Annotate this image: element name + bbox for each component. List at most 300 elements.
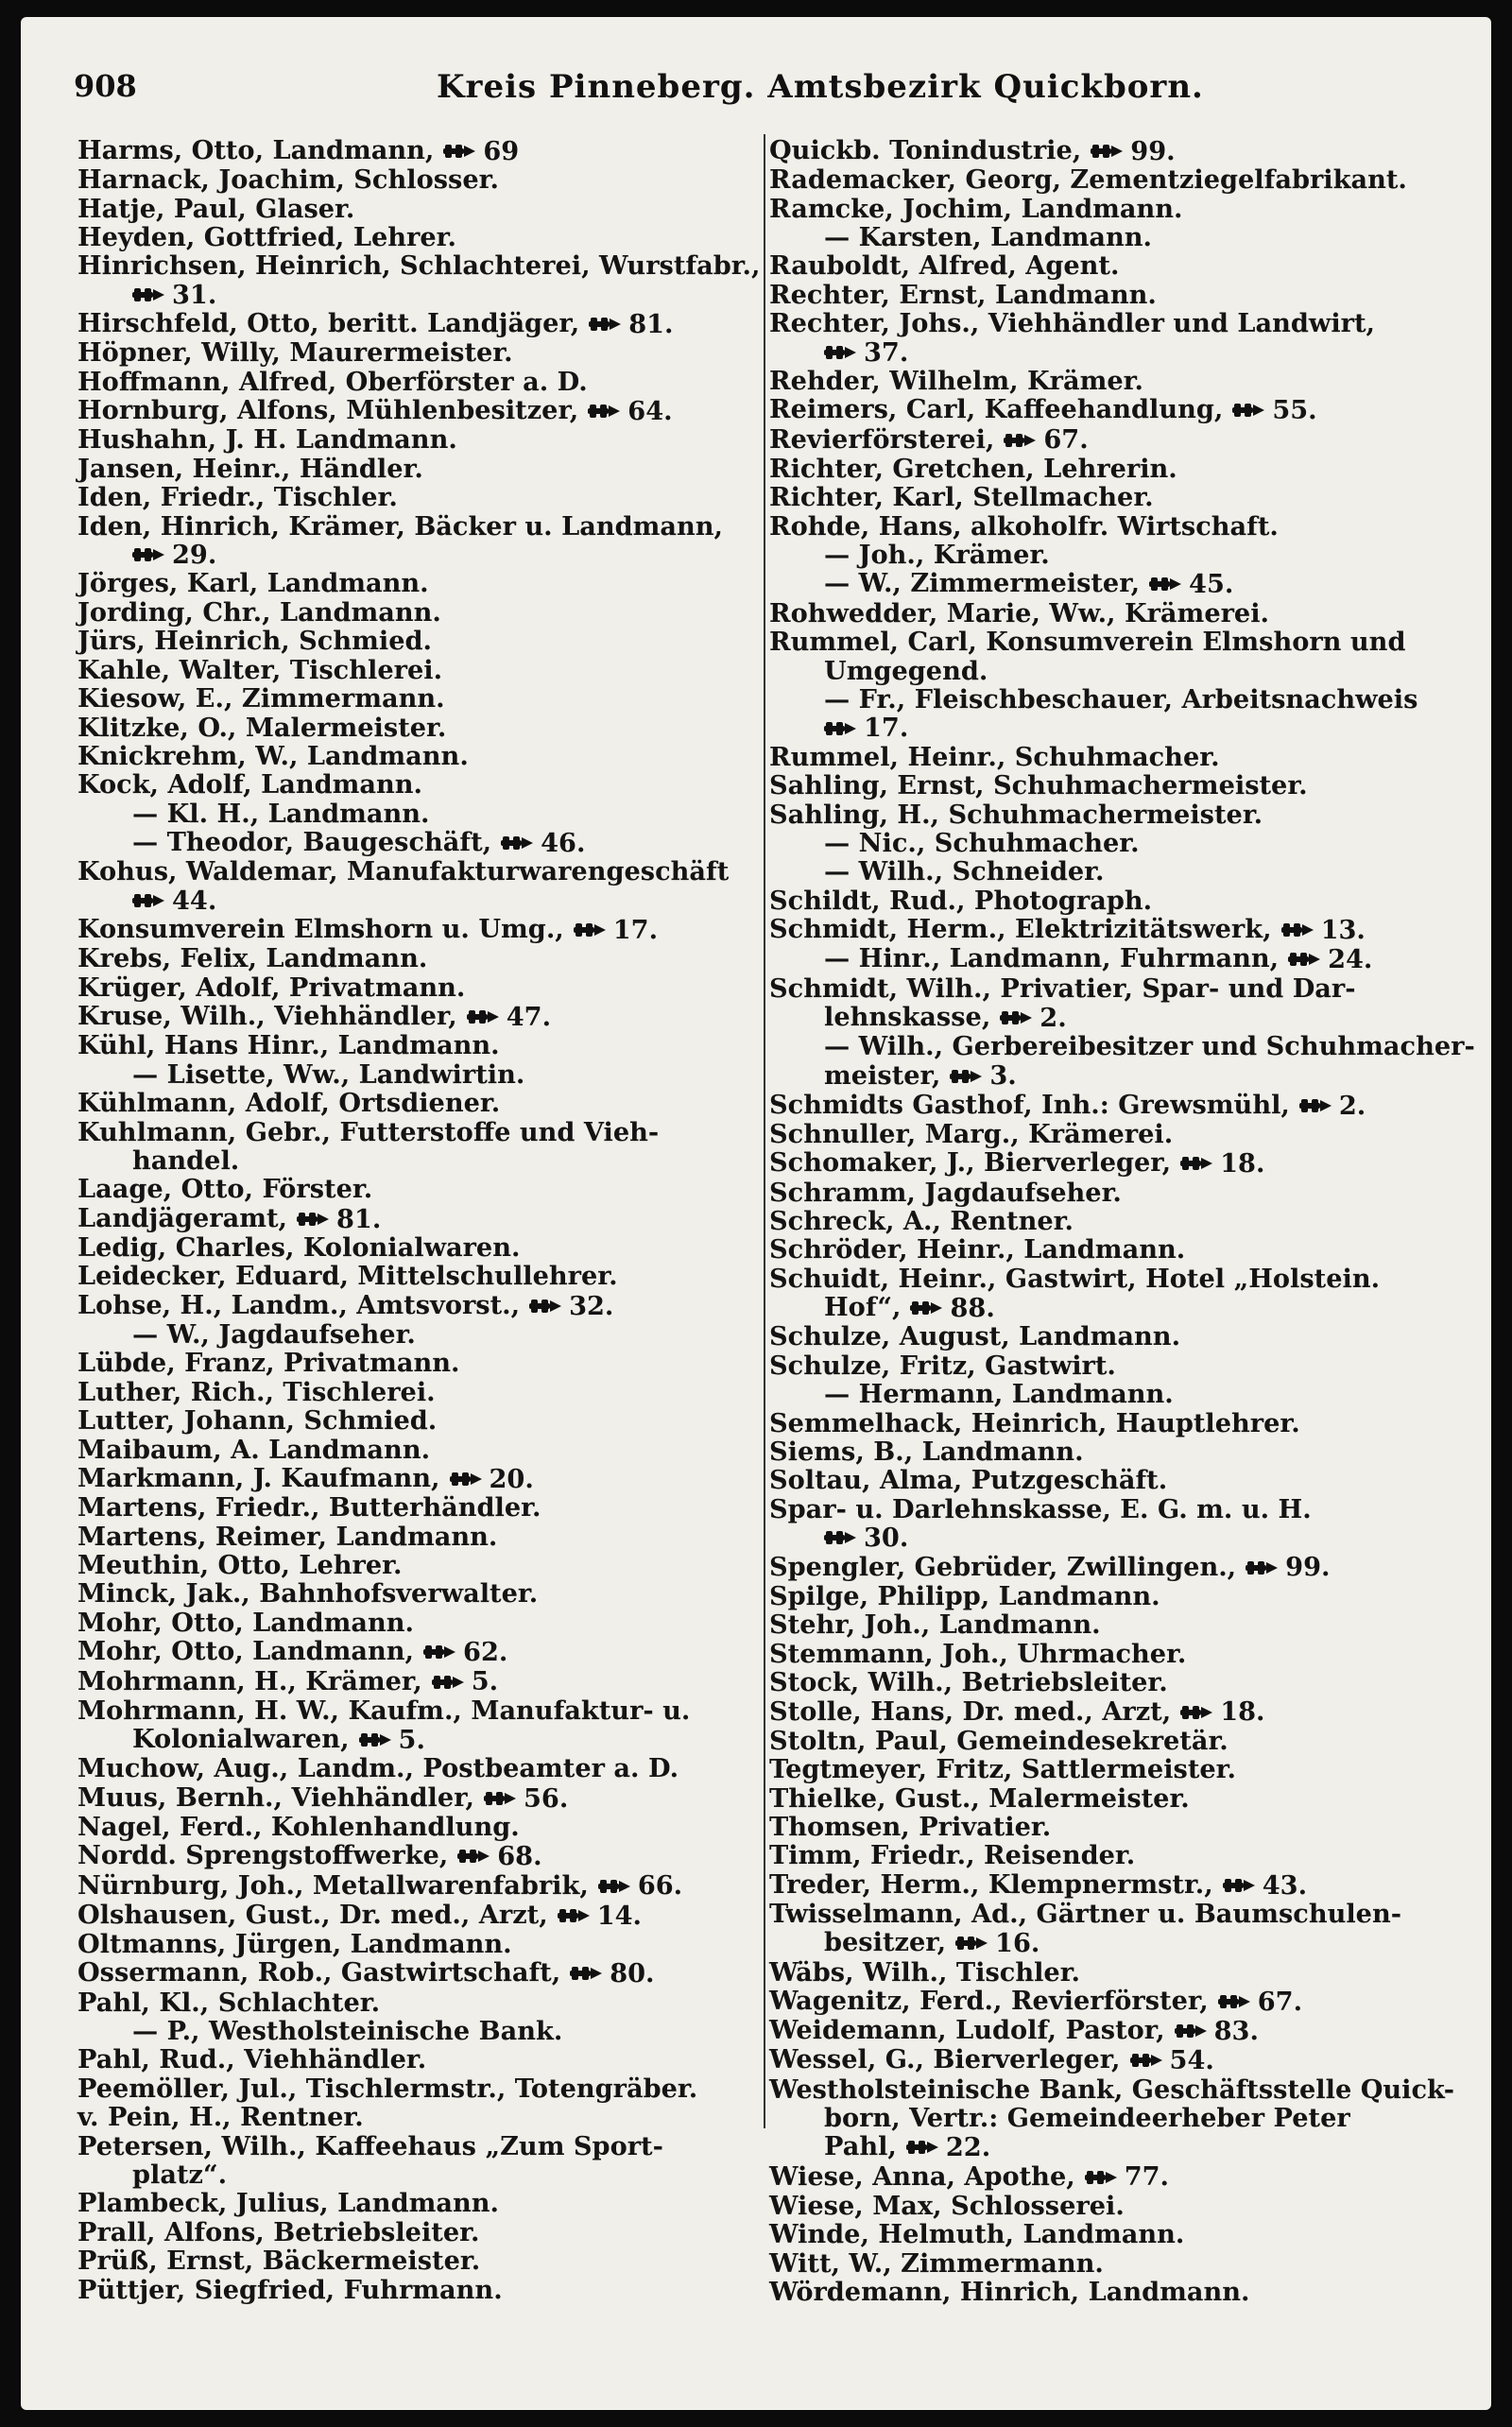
telephone-number: 69 [483,135,520,166]
entry-text: Richter, Karl, Stellmacher. [769,482,1154,513]
entry-text: Heyden, Gottfried, Lehrer. [77,222,456,253]
entry-text: Pahl, Kl., Schlachter. [77,1987,381,2018]
entry-text: platz“. [132,2159,228,2190]
directory-entry [77,1754,760,1782]
right-column [769,135,1475,2307]
directory-entry-continuation [77,800,760,828]
directory-entry [769,1755,1459,1783]
directory-entry [77,512,760,541]
directory-entry-continuation [769,338,1459,367]
entry-text: — W., Zimmermeister, [824,568,1141,599]
directory-entry [769,281,1459,309]
telephone-number: 44. [172,885,217,916]
directory-entry [77,1262,760,1290]
telephone-hand-icon [529,1299,561,1314]
telephone-reference [484,1784,568,1813]
entry-text: Konsumverein Elmshorn u. Umg., [77,914,564,945]
entry-text: Lohse, H., Landm., Amtsvorst., [77,1289,521,1320]
entry-text: Schomaker, J., Bierverleger, [769,1147,1172,1179]
entry-text: Meuthin, Otto, Lehrer. [77,1550,403,1581]
directory-entry [77,1436,760,1464]
directory-entry-continuation [77,2160,760,2189]
entry-text: Hoffmann, Alfred, Oberförster a. D. [77,366,588,397]
directory-entry [77,1464,760,1493]
entry-text: Mohr, Otto, Landmann. [77,1607,415,1638]
directory-entry [769,1466,1459,1494]
directory-entry-continuation [769,1928,1459,1957]
entry-text: Krebs, Felix, Landmann. [77,943,428,974]
page-number: 908 [74,68,137,104]
entry-text: Prüß, Ernst, Bäckermeister. [77,2246,481,2277]
directory-entry-continuation [77,1146,760,1175]
directory-entry [769,1091,1459,1120]
telephone-number: 18. [1220,1148,1265,1179]
entry-text: Harms, Otto, Landmann, [77,135,435,165]
directory-entry [77,915,760,944]
entry-text: — Theodor, Baugeschäft, [132,827,492,858]
telephone-number: 43. [1262,1869,1308,1901]
telephone-hand-icon [132,287,164,302]
telephone-hand-icon [432,1675,464,1690]
entry-text: Oltmanns, Jürgen, Landmann. [77,1928,512,1959]
entry-text: Wagenitz, Ferd., Revierförster, [769,1985,1209,2016]
telephone-hand-icon [1180,1705,1212,1720]
entry-text: Peemöller, Jul., Tischlermstr., Totengräber. [77,2073,698,2104]
telephone-hand-icon [824,345,856,360]
telephone-hand-icon [1000,1010,1032,1025]
entry-text: Kuhlmann, Gebr., Futterstoffe und Vieh- [77,1116,660,1147]
entry-text: Stolle, Hans, Dr. med., Arzt, [769,1695,1172,1727]
telephone-number: 46. [541,827,586,858]
directory-entry [769,2162,1459,2192]
directory-entry [769,1668,1459,1696]
entry-text: Weidemann, Ludolf, Pastor, [769,2015,1165,2046]
telephone-number: 3. [989,1060,1017,1092]
telephone-reference [443,137,519,165]
entry-text: Schulze, August, Landmann. [769,1321,1181,1352]
directory-entry [77,1291,760,1320]
telephone-number: 45. [1189,569,1234,600]
telephone-hand-icon [824,721,856,736]
telephone-number: 64. [627,396,673,427]
directory-entry [77,1002,760,1031]
telephone-hand-icon [950,1069,982,1084]
entry-text: Krüger, Adolf, Privatmann. [77,972,466,1003]
directory-entry [77,857,760,886]
entry-text: Thomsen, Privatier. [769,1811,1052,1842]
directory-entry [769,1235,1459,1264]
telephone-number: 20. [489,1463,534,1494]
telephone-number: 62. [463,1637,508,1668]
entry-text: Luther, Rich., Tischlerei. [77,1376,436,1407]
directory-entry [77,1783,760,1813]
entry-text: Jording, Chr., Landmann. [77,596,441,628]
directory-entry-continuation [769,857,1459,886]
entry-text: Rademacker, Georg, Zementziegelfabrikant. [769,164,1407,196]
telephone-reference [1223,1871,1307,1900]
entry-text: Kock, Adolf, Landmann. [77,769,422,800]
directory-entry [769,136,1459,165]
telephone-reference [1149,570,1233,598]
directory-entry-continuation [769,829,1459,857]
entry-text: Nagel, Ferd., Kohlenhandlung. [77,1811,520,1842]
entry-text: Spilge, Philipp, Landmann. [769,1580,1160,1611]
entry-text: Muchow, Aug., Landm., Postbeamter a. D. [77,1753,679,1784]
directory-entry-continuation [77,828,760,857]
entry-text: Rohde, Hans, alkoholfr. Wirtschaft. [769,510,1279,542]
entry-text: Plambeck, Julius, Landmann. [77,2188,499,2219]
telephone-reference [529,1292,613,1320]
directory-entry [769,1870,1459,1900]
telephone-reference [955,1929,1040,1957]
telephone-reference [598,1871,682,1900]
entry-text: Knickrehm, W., Landmann. [77,740,469,771]
directory-entry [769,1553,1459,1582]
entry-text: — Hermann, Landmann. [824,1379,1174,1410]
telephone-reference [1000,1004,1066,1032]
directory-entry-continuation [769,541,1459,569]
directory-entry-continuation [769,685,1459,714]
telephone-reference [1288,945,1372,973]
directory-entry [769,2192,1459,2220]
directory-entry [77,2132,760,2160]
directory-entry-continuation [77,281,760,309]
directory-entry [769,628,1459,656]
directory-entry [769,1987,1459,2016]
directory-entry [77,1349,760,1377]
telephone-reference [1175,2017,1259,2045]
entry-text: v. Pein, H., Rentner. [77,2102,364,2133]
entry-text: Olshausen, Gust., Dr. med., Arzt, [77,1899,548,1930]
directory-entry [77,309,760,338]
entry-text: Schuidt, Heinr., Gastwirt, Hotel „Holstein. [769,1263,1381,1294]
entry-text: Stoltn, Paul, Gemeindesekretär. [769,1725,1228,1756]
directory-entry [77,455,760,483]
directory-entry [769,2249,1459,2278]
telephone-hand-icon [589,317,621,332]
entry-text: born, Vertr.: Gemeindeerheber Peter [824,2102,1350,2133]
telephone-hand-icon [132,893,164,908]
directory-entry-continuation [77,1320,760,1349]
telephone-hand-icon [906,2140,938,2155]
entry-text: Rechter, Ernst, Landmann. [769,279,1157,310]
telephone-reference [824,714,908,742]
entry-text: Ledig, Charles, Kolonialwaren. [77,1232,521,1264]
directory-entry [769,2045,1459,2074]
directory-entry [769,1322,1459,1351]
directory-entry-continuation [769,1293,1459,1322]
entry-text: Martens, Reimer, Landmann. [77,1521,498,1552]
telephone-reference [132,886,216,915]
telephone-reference [457,1842,541,1870]
directory-entry [77,944,760,973]
directory-entry [77,1089,760,1117]
entry-text: Umgegend. [824,655,988,686]
entry-text: Harnack, Joachim, Schlosser. [77,164,499,196]
entry-text: Iden, Friedr., Tischler. [77,482,398,513]
directory-entry [77,1118,760,1146]
directory-entry [77,2246,760,2275]
entry-text: Hinrichsen, Heinrich, Schlachterei, Wurstfabr., [77,250,761,282]
running-title: Kreis Pinneberg. Amtsbezirk Quickborn. [437,68,1204,106]
entry-text: Markmann, J. Kaufmann, [77,1463,440,1494]
entry-text: Iden, Hinrich, Krämer, Bäcker u. Landmann, [77,510,723,542]
telephone-reference [950,1061,1016,1090]
directory-entry [769,1784,1459,1813]
telephone-hand-icon [1232,403,1264,418]
directory-entry [769,1841,1459,1869]
telephone-reference [1232,396,1316,424]
telephone-number: 18. [1220,1696,1265,1728]
telephone-number: 30. [864,1523,909,1554]
telephone-number: 24. [1328,944,1373,975]
directory-entry [77,338,760,367]
entry-text: Höpner, Willy, Maurermeister. [77,337,513,369]
directory-entry-continuation [769,944,1459,973]
telephone-hand-icon [570,1966,602,1981]
entry-text: — Wilh., Gerbereibesitzer und Schuhmacher- [824,1031,1475,1062]
entry-text: Kruse, Wilh., Viehhändler, [77,1001,457,1032]
directory-entry [77,1667,760,1696]
telephone-number: 54. [1169,2045,1214,2076]
entry-text: Petersen, Wilh., Kaffeehaus „Zum Sport- [77,2130,663,2161]
telephone-reference [467,1003,551,1031]
entry-text: — Kl. H., Landmann. [132,798,430,829]
telephone-hand-icon [1149,577,1181,592]
entry-text: Jörges, Karl, Landmann. [77,568,429,599]
telephone-reference [1281,916,1366,944]
entry-text: Wördemann, Hinrich, Landmann. [769,2277,1250,2307]
directory-entry [77,598,760,627]
telephone-reference [570,1959,654,1988]
entry-text: Wiese, Anna, Apothe, [769,2160,1075,2192]
entry-text: Hirschfeld, Otto, beritt. Landjäger, [77,308,580,339]
entry-text: Wiese, Max, Schlosserei. [769,2190,1125,2221]
entry-text: Sahling, H., Schuhmachermeister. [769,799,1263,830]
directory-entry [77,2189,760,2217]
telephone-number: 66. [637,1870,683,1902]
entry-text: Mohrmann, H., Krämer, [77,1665,422,1696]
telephone-reference [423,1638,507,1666]
entry-text: Stemmann, Joh., Uhrmacher. [769,1638,1187,1669]
directory-entry-continuation [769,1031,1475,1062]
entry-text: Twisselmann, Ad., Gärtner u. Baumschulen- [769,1898,1402,1929]
entry-text: — Hinr., Landmann, Fuhrmann, [824,943,1280,974]
telephone-number: 77. [1124,2161,1170,2193]
entry-text: Schnuller, Marg., Krämerei. [769,1118,1174,1149]
telephone-number: 81. [628,309,674,340]
directory-entry [769,395,1459,424]
telephone-hand-icon [824,1530,856,1545]
entry-text: — Lisette, Ww., Landwirtin. [132,1059,525,1090]
entry-text: Ramcke, Jochim, Landmann. [769,193,1183,224]
telephone-number: 13. [1320,914,1366,945]
directory-entry [769,743,1459,771]
directory-entry-continuation [769,2132,1459,2161]
directory-entry [769,367,1459,395]
directory-entry-continuation [769,657,1459,685]
entry-text: Kühl, Hans Hinr., Landmann. [77,1030,500,1061]
directory-entry-continuation [769,714,1459,742]
telephone-hand-icon [1223,1878,1255,1893]
directory-entry [77,425,760,454]
entry-text: Mohr, Otto, Landmann, [77,1636,415,1667]
directory-entry [77,195,760,223]
entry-text: Mohrmann, H. W., Kaufm., Manufaktur- u. [77,1695,691,1726]
entry-text: Soltau, Alma, Putzgeschäft. [769,1465,1168,1496]
telephone-number: 68. [497,1841,542,1872]
telephone-reference [1180,1697,1264,1726]
telephone-number: 22. [945,2132,991,2163]
directory-entry [77,2276,760,2304]
entry-text: Schreck, A., Rentner. [769,1206,1074,1236]
directory-entry [769,195,1459,223]
entry-text: Rehder, Wilhelm, Krämer. [769,366,1143,397]
directory-entry [77,656,760,684]
entry-text: — W., Jagdaufseher. [132,1319,416,1351]
directory-entry [77,396,760,425]
telephone-number: 17. [612,914,659,945]
telephone-reference [574,916,658,944]
telephone-number: 5. [471,1666,499,1697]
telephone-reference [1246,1553,1330,1581]
directory-entry [769,2220,1459,2248]
entry-text: Martens, Friedr., Butterhändler. [77,1492,541,1523]
telephone-hand-icon [359,1732,391,1747]
telephone-reference [132,541,216,569]
telephone-hand-icon [423,1644,455,1660]
directory-entry [77,973,760,1002]
directory-entry [769,1813,1459,1841]
directory-entry [769,2075,1459,2104]
directory-entry [769,2016,1459,2045]
entry-text: Landjägeramt, [77,1202,288,1233]
telephone-hand-icon [443,144,475,159]
directory-entry [769,1179,1459,1207]
entry-text: — Nic., Schuhmacher. [824,827,1140,858]
directory-entry [769,251,1459,280]
telephone-reference [824,338,908,367]
telephone-number: 83. [1213,2015,1259,2046]
entry-text: Laage, Otto, Förster. [77,1174,373,1205]
directory-entry [77,1378,760,1406]
telephone-number: 32. [569,1290,614,1321]
entry-text: Hof“, [824,1292,902,1323]
telephone-number: 67. [1257,1986,1303,2017]
telephone-reference [297,1205,381,1233]
entry-text: Wessel, G., Bierverleger, [769,2044,1121,2075]
directory-entry [77,165,760,194]
directory-entry [77,1579,760,1608]
entry-text: — P., Westholsteinische Bank. [132,2015,563,2046]
entry-text: Lutter, Johann, Schmied. [77,1405,438,1437]
entry-text: Treder, Herm., Klempnermstr., [769,1868,1213,1900]
entry-text: Leidecker, Eduard, Mittelschullehrer. [77,1261,618,1292]
directory-entry [77,2045,760,2074]
telephone-reference [1130,2046,1214,2074]
telephone-hand-icon [132,547,164,562]
entry-text: Hornburg, Alfons, Mühlenbesitzer, [77,395,579,426]
entry-text: Stock, Wilh., Betriebsleiter. [769,1667,1168,1698]
directory-entry [769,1437,1459,1466]
directory-entry [769,1727,1459,1755]
directory-entry [77,1204,760,1233]
telephone-hand-icon [588,404,620,419]
telephone-number: 67. [1043,424,1089,456]
telephone-number: 5. [398,1724,425,1755]
entry-text: Sahling, Ernst, Schuhmachermeister. [769,770,1308,801]
directory-entry [77,1841,760,1870]
entry-text: Pahl, Rud., Viehhändler. [77,2044,427,2075]
directory-entry-continuation [769,1003,1459,1032]
entry-text: Nordd. Sprengstoffwerke, [77,1840,449,1871]
directory-entry [769,886,1459,915]
telephone-hand-icon [574,922,606,938]
telephone-number: 2. [1338,1090,1366,1121]
directory-entry [77,1871,760,1901]
entry-text: Spengler, Gebrüder, Zwillingen., [769,1551,1237,1582]
directory-entry [77,223,760,251]
directory-entry [77,1958,760,1988]
telephone-reference [589,310,673,338]
directory-entry [769,483,1459,511]
entry-text: Prall, Alfons, Betriebsleiter. [77,2216,480,2247]
entry-text: Kohus, Waldemar, Manufakturwarengeschäft [77,856,730,887]
telephone-number: 37. [864,336,909,368]
telephone-number: 31. [172,279,217,310]
entry-text: Witt, W., Zimmermann. [769,2247,1104,2279]
directory-entry [769,915,1459,944]
directory-entry [769,1958,1459,1987]
entry-text: Jansen, Heinr., Händler. [77,453,423,484]
telephone-reference [1091,137,1175,165]
entry-text: — Joh., Krämer. [824,540,1050,571]
directory-entry [77,1609,760,1637]
directory-entry [769,1207,1459,1235]
directory-entry [77,483,760,511]
directory-entry [769,1582,1459,1610]
telephone-hand-icon [1218,1994,1250,2009]
directory-entry [77,1813,760,1841]
entry-text: Hatje, Paul, Glaser. [77,193,355,224]
entry-text: besitzer, [824,1927,947,1958]
entry-text: Schmidt, Wilh., Privatier, Spar- und Dar- [769,973,1356,1004]
entry-text: Stehr, Joh., Landmann. [769,1609,1101,1641]
telephone-reference [1004,425,1088,454]
entry-text: Klitzke, O., Malermeister. [77,712,447,743]
entry-text: Jürs, Heinrich, Schmied. [77,626,432,657]
directory-entry [769,1610,1459,1639]
directory-entry [769,2278,1459,2306]
directory-entry [77,136,760,165]
directory-entry-continuation [769,1061,1459,1091]
telephone-hand-icon [558,1908,590,1923]
entry-text: — Fr., Fleischbeschauer, Arbeitsnachweis [824,683,1418,714]
left-column [77,136,760,2304]
telephone-hand-icon [1085,2170,1117,2185]
entry-text: Kiesow, E., Zimmermann. [77,683,445,714]
entry-text: Tegtmeyer, Fritz, Sattlermeister. [769,1754,1236,1785]
entry-text: Muus, Bernh., Viehhändler, [77,1782,474,1813]
directory-entry [769,771,1459,800]
entry-text: Richter, Gretchen, Lehrerin. [769,453,1177,484]
directory-entry-continuation [769,2104,1459,2132]
telephone-reference [359,1726,425,1754]
telephone-number: 99. [1130,135,1176,166]
directory-entry [77,2103,760,2131]
telephone-reference [910,1294,994,1322]
directory-entry [77,251,760,280]
